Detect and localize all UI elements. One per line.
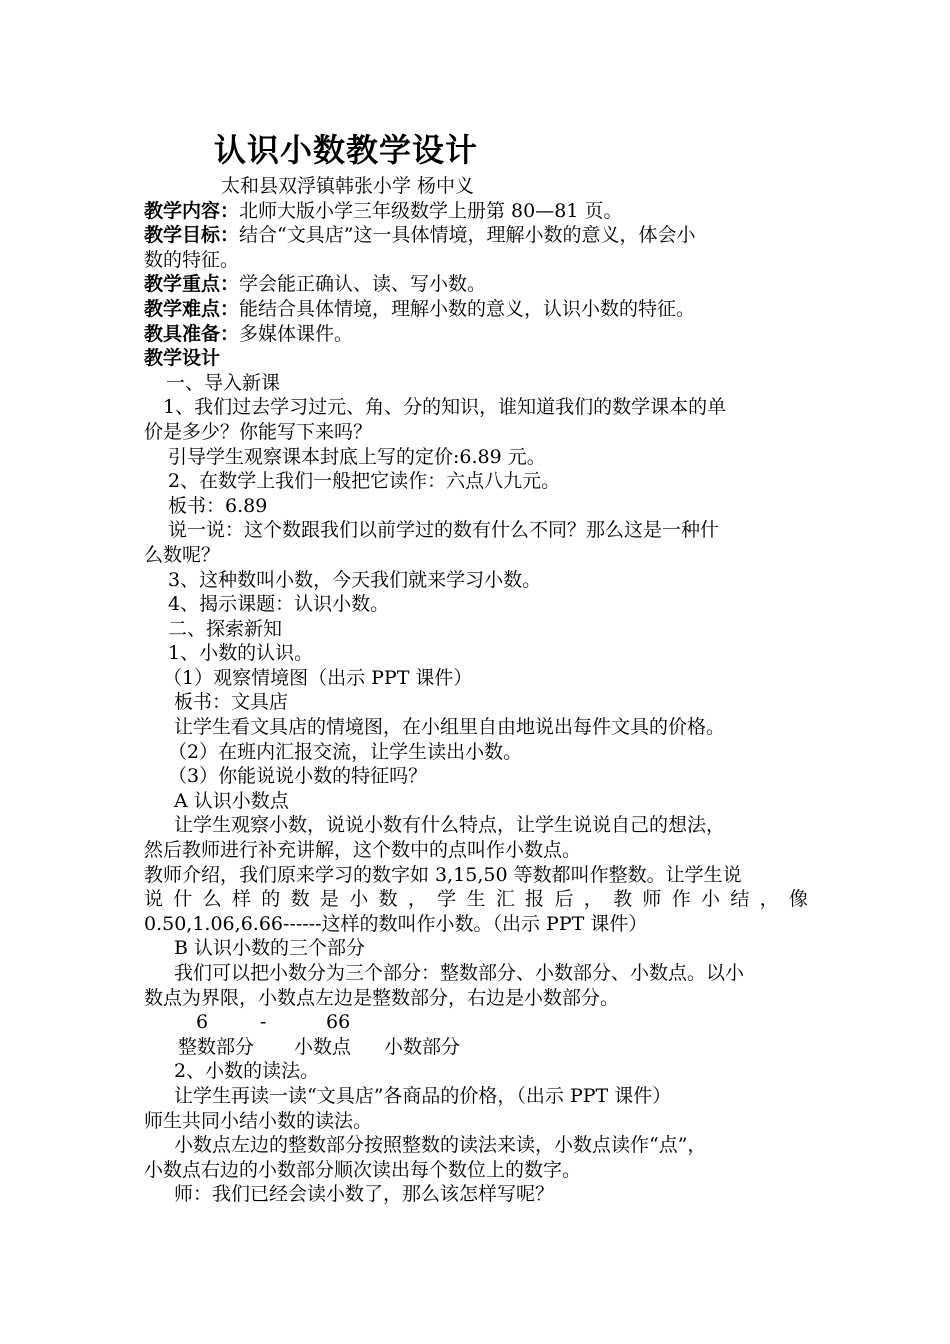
paragraph-line: 2、在数学上我们一般把它读作：六点八九元。	[168, 470, 561, 493]
paragraph-line: （1）观察情境图（出示 PPT 课件）	[163, 666, 473, 689]
paragraph-line: （3）你能说说小数的特征吗？	[168, 765, 428, 788]
paragraph-line: 师：我们已经会读小数了，那么该怎样写呢？	[174, 1183, 555, 1206]
info-text: 北师大版小学三年级数学上册第 80—81 页。	[239, 199, 623, 222]
info-label: 教学重点：	[144, 273, 240, 296]
paragraph-line: （2）在班内汇报交流，让学生读出小数。	[168, 740, 523, 763]
paragraph-line: 教师介绍，我们原来学习的数字如 3,15,50 等数都叫作整数。让学生说	[144, 863, 742, 886]
paragraph-line: 板书：文具店	[174, 691, 289, 714]
paragraph-line: 0.50,1.06,6.66------这样的数叫作小数。（出示 PPT 课件）	[144, 912, 648, 935]
subsection-heading: 1、小数的认识。	[168, 642, 314, 665]
author-line: 太和县双浮镇韩张小学 杨中义	[221, 175, 475, 197]
example-integer-label: 整数部分	[178, 1035, 255, 1058]
paragraph-line: 价是多少？你能写下来吗？	[144, 420, 373, 443]
info-text: 多媒体课件。	[239, 322, 354, 345]
paragraph-line: 我们可以把小数分为三个部分：整数部分、小数部分、小数点。以小	[174, 962, 745, 984]
example-point: -	[260, 1011, 267, 1034]
info-difficulty	[144, 297, 808, 322]
paragraph-line: 让学生观察小数，说说小数有什么特点，让学生说说自己的想法，	[174, 814, 726, 837]
example-decimal-label: 小数部分	[384, 1035, 461, 1058]
info-materials	[144, 322, 808, 347]
paragraph-line: 1、我们过去学习过元、角、分的知识，谁知道我们的数学课本的单	[163, 396, 727, 419]
paragraph-line: B 认识小数的三个部分	[174, 937, 366, 960]
paragraph-line: 让学生再读一读“文具店”各商品的价格，（出示 PPT 课件）	[174, 1084, 672, 1107]
paragraph-line: 师生共同小结小数的读法。	[144, 1109, 373, 1132]
paragraph-line: 说 什 么 样 的 数 是 小 数 ， 学 生 汇 报 后 ， 教 师 作 小 结 ， 像	[144, 888, 808, 911]
example-point-label: 小数点	[294, 1035, 352, 1058]
info-text: 学会能正确认、读、写小数。	[239, 273, 487, 296]
info-text: 结合“文具店”这一具体情境，理解小数的意义，体会小	[239, 224, 696, 247]
info-label: 教学内容：	[144, 199, 240, 222]
info-label: 教学目标：	[144, 224, 240, 247]
paragraph-line: 4、揭示课题：认识小数。	[168, 593, 390, 616]
info-text: 能结合具体情境，理解小数的意义，认识小数的特征。	[239, 297, 696, 320]
info-label: 教具准备：	[144, 322, 240, 345]
design-heading: 教学设计	[144, 347, 221, 370]
decimal-example-numbers	[144, 1010, 808, 1035]
document-title: 认识小数教学设计	[214, 131, 479, 169]
paragraph-line: 小数点右边的小数部分顺次读出每个数位上的数字。	[144, 1158, 582, 1181]
section-heading: 二、探索新知	[168, 617, 283, 640]
decimal-example-labels	[144, 1035, 808, 1060]
paragraph-line: 小数点左边的整数部分按照整数的读法来读，小数点读作“点”，	[174, 1134, 707, 1157]
paragraph-line: 引导学生观察课本封底上写的定价:6.89 元。	[168, 445, 546, 468]
info-objective	[144, 223, 808, 248]
paragraph-line: 板书：6.89	[168, 494, 268, 517]
section-heading: 一、导入新课	[166, 371, 281, 394]
paragraph-line: 然后教师进行补充讲解，这个数中的点叫作小数点。	[144, 839, 582, 862]
subsection-heading: 2、小数的读法。	[174, 1060, 320, 1083]
example-integer: 6	[196, 1011, 209, 1034]
info-key-point	[144, 272, 808, 297]
info-label: 教学难点：	[144, 297, 240, 320]
paragraph-line: 让学生看文具店的情境图，在小组里自由地说出每件文具的价格。	[174, 716, 726, 739]
info-objective-cont: 数的特征。	[144, 248, 240, 271]
paragraph-line: A 认识小数点	[174, 789, 289, 812]
paragraph-line: 说一说：这个数跟我们以前学过的数有什么不同？那么这是一种什	[168, 519, 720, 542]
info-content	[144, 199, 808, 224]
example-decimal: 66	[326, 1011, 351, 1034]
paragraph-line: 数点为界限，小数点左边是整数部分，右边是小数部分。	[144, 986, 620, 1009]
paragraph-line: 么数呢？	[144, 543, 221, 566]
paragraph-line: 3、这种数叫小数，今天我们就来学习小数。	[168, 568, 542, 591]
document-body	[144, 174, 808, 1207]
